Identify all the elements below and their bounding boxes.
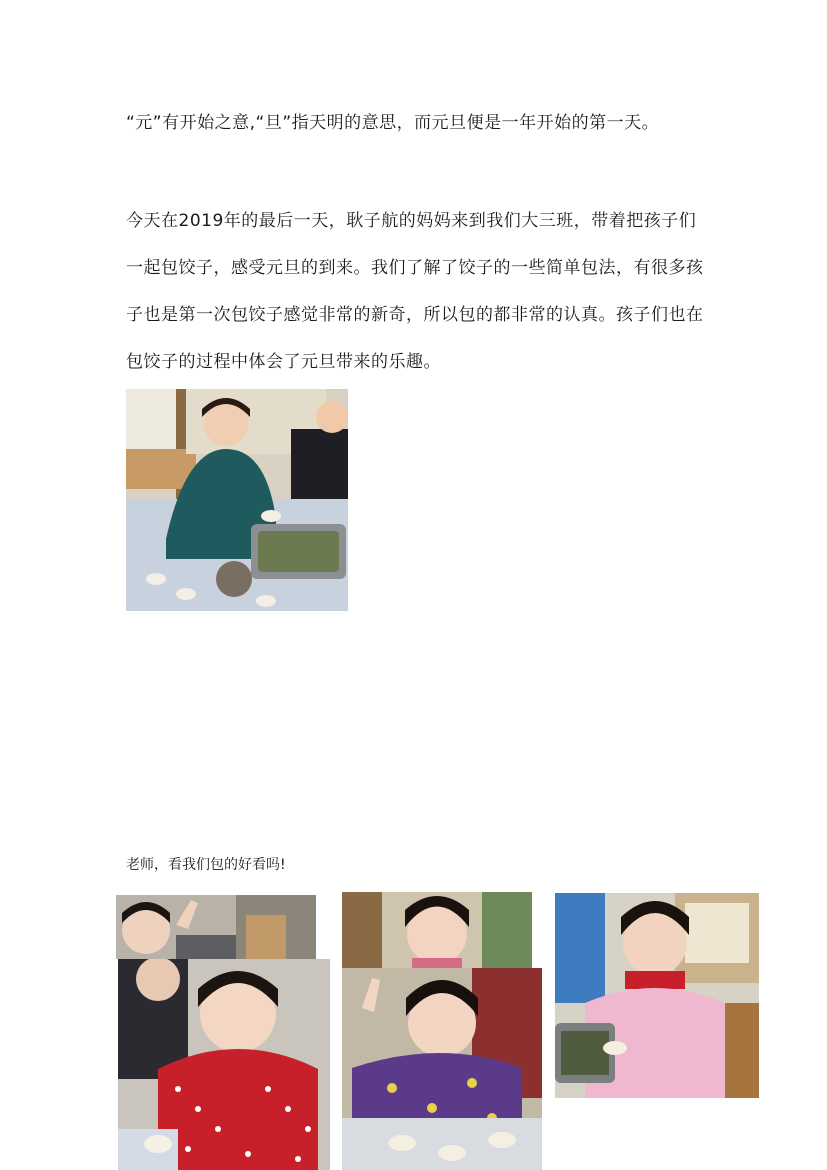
girl-purple-coat-photo: [342, 968, 542, 1170]
girl-pink-coat-photo: [555, 893, 759, 1098]
paragraph-intro: “元”有开始之意,“旦”指天明的意思，而元旦便是一年开始的第一天。: [126, 113, 660, 133]
girl-face-closeup-photo: [342, 892, 532, 970]
gallery-caption: 老师，看我们包的好看吗!: [126, 857, 286, 873]
children-peace-sign-photo: [116, 895, 316, 959]
girl-red-coat-photo: [118, 959, 330, 1170]
paragraph-activity: 今天在2019年的最后一天，耿子航的妈妈来到我们大三班，带着把孩子们一起包饺子，感受元旦的到来。我们了解了饺子的一些简单包法，有很多孩子也是第一次包饺子感觉非常的新奇，所以包的都非常的认真。孩子们也在包饺子的过程中体会了元旦带来的乐趣。: [126, 211, 704, 372]
dumpling-making-photo: [126, 389, 348, 611]
